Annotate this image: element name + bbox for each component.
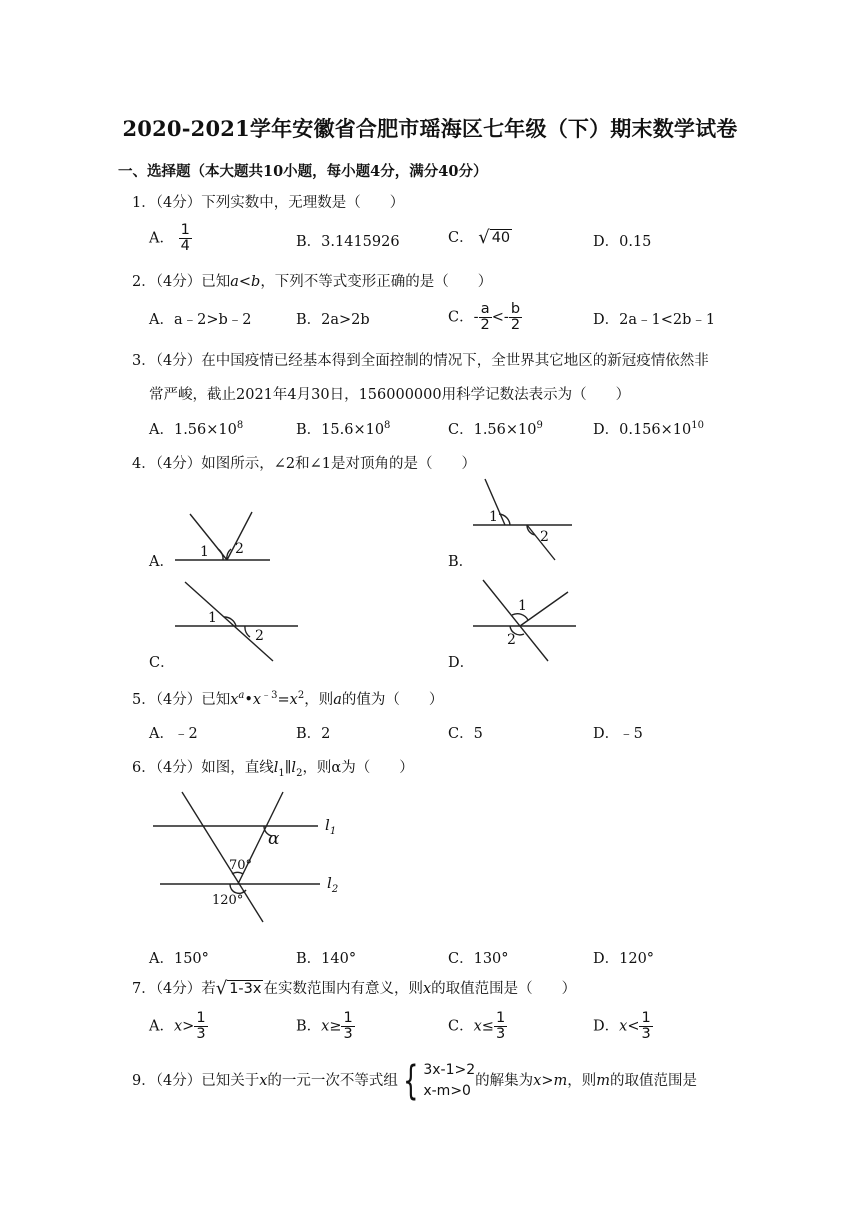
q7-option-c-label: C． [448, 1018, 474, 1035]
q4-option-a: A． [149, 554, 174, 570]
q4d-label-2: 2 [507, 632, 516, 648]
q9-stem-x: x [259, 1073, 268, 1089]
q4b-label-2: 2 [540, 529, 549, 545]
q7-option-b-sym: x≥ [321, 1018, 342, 1035]
q5-exp-2: 2 [297, 690, 305, 702]
q7c-den: 3 [495, 1026, 506, 1043]
q7-option-a [149, 1011, 208, 1042]
q5-exp-a: a [238, 690, 245, 702]
q7-option-d-sym: x< [619, 1018, 640, 1035]
q5-option-c: C．5 [448, 726, 483, 742]
brace-icon: { [402, 1058, 419, 1104]
q7-option-b [296, 1011, 355, 1042]
q9-stem-post3: 的取值范围是 [609, 1073, 697, 1089]
q7-radicand: 1-3x [229, 980, 262, 997]
q6-option-a: A．150° [149, 951, 209, 967]
q2-stem-a: a [230, 274, 239, 290]
q9-stem-pre: 9．（4分）已知关于 [132, 1073, 260, 1089]
q5-x2: x [252, 692, 262, 708]
q1-radicand: 40 [491, 229, 511, 246]
q9-stem-post2: ，则 [567, 1073, 597, 1089]
q3-option-d-exp: 10 [691, 420, 704, 432]
q2-frac1-den: 2 [480, 317, 490, 334]
q7-stem-pre: 7．（4分）若 [132, 981, 216, 997]
section-heading: 一、选择题（本大题共10小题，每小题4分，满分40分） [118, 163, 488, 180]
question-5-stem [132, 688, 443, 709]
q5-option-d: D．﹣5 [593, 726, 643, 742]
q5-option-b: B．2 [296, 726, 331, 742]
q7d-den: 3 [641, 1026, 651, 1043]
q4c-transversal [185, 582, 273, 661]
q4c-arc-2 [245, 626, 250, 637]
q3-option-b-exp: 8 [384, 420, 391, 432]
q5-eq: = [277, 692, 290, 708]
q5-exp-neg3: ﹣3 [261, 690, 278, 702]
q7-option-a-label: A． [149, 1018, 174, 1035]
q1-option-c-label: C． [448, 230, 474, 246]
sqrt-icon: √ [478, 226, 490, 248]
question-3-stem-line2: 常严峻，截止2021年4月30日，156000000用科学记数法表示为（ ） [149, 387, 631, 403]
q6-sub-2: 2 [296, 767, 303, 779]
q4b-label-1: 1 [489, 509, 498, 525]
q4c-label-2: 2 [255, 628, 264, 644]
q4-option-d: D． [448, 655, 475, 671]
q7-option-a-sym: x> [173, 1018, 195, 1035]
q3-option-b-text: B．15.6×10 [296, 422, 385, 438]
q5-stem-post: ，则 [304, 692, 334, 708]
question-7-stem: 7．（4分）若 √ 1-3x 在实数范围内有意义，则x的取值范围是（ ） [132, 977, 577, 999]
q7a-den: 3 [196, 1026, 206, 1043]
q2-stem-post: ，下列不等式变形正确的是（ ） [260, 274, 493, 290]
q6-parallel: ∥ [284, 760, 292, 776]
q1-option-d: D．0.15 [593, 234, 652, 250]
q5-option-a: A．﹣2 [149, 726, 198, 742]
q1-option-a-label: A． [149, 230, 174, 247]
q9-inequality-system [423, 1060, 475, 1102]
question-1-stem: 1．（4分）下列实数中，无理数是（ ） [132, 195, 405, 211]
q2-stem-pre: 2．（4分）已知 [132, 274, 231, 290]
question-4-stem: 4．（4分）如图所示，∠2和∠1是对顶角的是（ ） [132, 456, 476, 472]
q7-stem-post: 的取值范围是（ ） [431, 981, 577, 997]
q6-label-70: 70° [229, 858, 253, 873]
q5-x3: x [289, 692, 298, 708]
q7c-num: 1 [495, 1010, 506, 1026]
q6-figure [0, 780, 420, 940]
q2-option-b: B．2a>2b [296, 312, 370, 328]
q7-option-b-label: B． [296, 1018, 322, 1035]
q6-stem-post: ，则α为（ ） [302, 760, 414, 776]
q7-option-d-frac [639, 1011, 652, 1042]
q7-stem-mid: 在实数范围内有意义，则 [263, 981, 423, 997]
q2-option-d: D．2a﹣1<2b﹣1 [593, 312, 716, 328]
q9-stem-mid: 的一元一次不等式组 [267, 1073, 398, 1089]
q4-option-c: C． [149, 655, 175, 671]
q5-stem-end: 的值为（ ） [341, 692, 444, 708]
q7-option-d-label: D． [593, 1018, 620, 1035]
q9-stem-sol: x>m [533, 1073, 568, 1089]
q2-frac1-num: a [480, 301, 490, 317]
q6-l2: l [291, 760, 297, 776]
q7-option-a-frac [194, 1011, 207, 1042]
q6-label-l1: $l_1$ [325, 816, 337, 837]
q5-a: a [333, 692, 342, 708]
q9-ineq-2: x-m>0 [423, 1083, 471, 1099]
q6-option-c: C．130° [448, 951, 509, 967]
q1-fraction-num: 1 [180, 222, 190, 238]
q7-option-c-frac [494, 1011, 507, 1042]
question-9-stem [132, 1060, 697, 1102]
q4a-label-1: 1 [200, 544, 209, 560]
q4d-ray [520, 592, 568, 626]
q5-stem-pre: 5．（4分）已知 [132, 692, 231, 708]
q6-label-120: 120° [212, 893, 244, 908]
q3-option-d-text: D．0.156×10 [593, 422, 692, 438]
q2-option-c: C．- $\frac{a}{2}$ <- $\frac{b}{2}$ [448, 301, 521, 334]
q6-sub-1: 1 [278, 767, 285, 779]
q6-label-l2: $l_2$ [327, 874, 339, 895]
page-title: 2020-2021学年安徽省合肥市瑶海区七年级（下）期末数学试卷 [122, 116, 738, 141]
q6-label-alpha: α [268, 829, 280, 849]
q3-option-a-text: A．1.56×10 [149, 422, 237, 438]
q6-120-arc [230, 884, 246, 893]
q6-option-d: D．120° [593, 951, 655, 967]
q4a-label-2: 2 [235, 541, 244, 557]
q7-option-c-sym: x≤ [473, 1018, 494, 1035]
q9-stem-m: m [596, 1073, 610, 1089]
q7-option-d [593, 1011, 653, 1042]
q3-option-c-exp: 9 [536, 420, 543, 432]
q6-option-b: B．140° [296, 951, 357, 967]
q4c-label-1: 1 [208, 610, 217, 626]
q7b-den: 3 [343, 1026, 353, 1043]
q7-option-b-frac [341, 1011, 354, 1042]
q3-option-a-exp: 8 [236, 420, 244, 432]
q2-frac2-den: 2 [510, 317, 521, 334]
q9-stem-post1: 的解集为 [475, 1073, 534, 1089]
q4d-label-1: 1 [518, 598, 527, 614]
q2-stem-b: b [251, 274, 261, 290]
q2-option-a: A．a﹣2>b﹣2 [149, 312, 252, 328]
q3-option-c-text: C．1.56×10 [448, 422, 537, 438]
q2-option-c-lt: < [491, 309, 504, 326]
question-6-stem [132, 756, 414, 777]
q7a-num: 1 [196, 1010, 206, 1026]
q4-option-b: B． [448, 554, 474, 570]
question-3-stem-line1: 3．（4分）在中国疫情已经基本得到全面控制的情况下，全世界其它地区的新冠疫情依然非 [132, 353, 709, 369]
q6-l1: l [273, 760, 279, 776]
q2-frac2-num: b [510, 301, 521, 317]
q7-option-c [448, 1011, 507, 1042]
q7b-num: 1 [343, 1010, 353, 1026]
q2-stem-lt: < [238, 274, 252, 290]
q5-x1: x [230, 692, 239, 708]
q7-sqrt [215, 977, 264, 999]
q6-stem-pre: 6．（4分）如图，直线 [132, 760, 274, 776]
q1-fraction-den: 4 [180, 238, 190, 255]
sqrt-icon: √ [215, 977, 228, 999]
q5-dot: • [244, 692, 253, 708]
q2-option-c-label: C． [448, 309, 474, 326]
q9-ineq-1: 3x-1>2 [423, 1062, 476, 1078]
q4d-transversal [483, 580, 548, 661]
q7d-num: 1 [641, 1010, 651, 1026]
q1-option-b: B．3.1415926 [296, 234, 400, 250]
